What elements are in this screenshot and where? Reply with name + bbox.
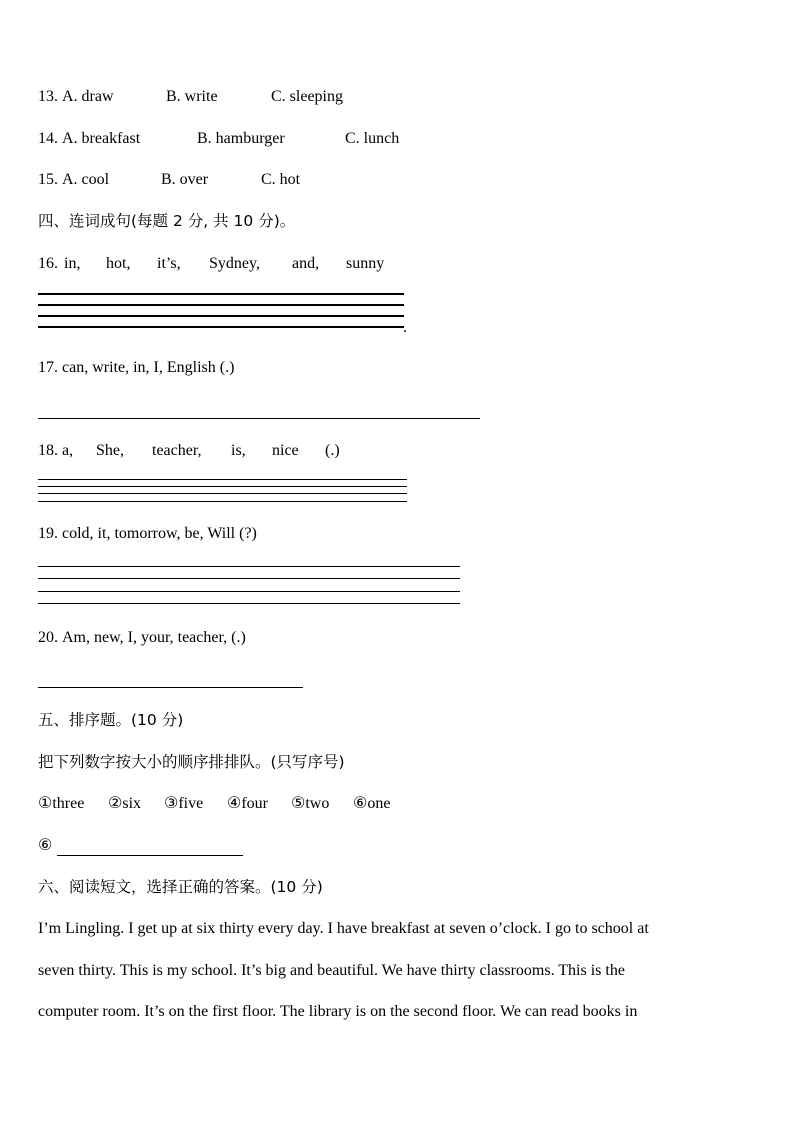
period: . — [403, 319, 407, 336]
option-c: C. sleeping — [271, 88, 343, 105]
question-number: 16. — [38, 255, 58, 272]
word: Sydney, — [209, 255, 260, 272]
answer-line[interactable] — [38, 293, 404, 295]
question-number: 17. — [38, 359, 58, 376]
answer-line[interactable] — [38, 315, 404, 317]
answer-line[interactable] — [38, 591, 460, 592]
option-b: B. over — [161, 171, 209, 188]
question-number: 13. — [38, 88, 58, 105]
answer-line[interactable] — [38, 566, 460, 567]
question-number: 19. — [38, 525, 58, 542]
passage-line: computer room. It’s on the first floor. The library is on the second floor. We can read books in — [38, 1003, 638, 1020]
word: a, — [62, 442, 74, 459]
word: (.) — [325, 442, 340, 459]
section-5-title: 五、排序题。(10 分) — [38, 711, 184, 729]
question-number: 18. — [38, 442, 58, 459]
section-4-title: 四、连词成句(每题 2 分, 共 10 分)。 — [38, 212, 296, 230]
answer-line[interactable] — [38, 479, 407, 480]
answer-line[interactable] — [38, 304, 404, 306]
answer-line[interactable] — [38, 493, 407, 494]
word: it’s, — [157, 255, 181, 272]
question-number: 14. — [38, 130, 58, 147]
passage-line: seven thirty. This is my school. It’s big and beautiful. We have thirty classrooms. This is the — [38, 962, 625, 979]
list-item: ⑤two — [291, 795, 330, 812]
list-item: ②six — [108, 795, 142, 812]
word: hot, — [106, 255, 131, 272]
answer-line[interactable] — [38, 501, 407, 502]
word: is, — [231, 442, 246, 459]
answer-line[interactable] — [38, 603, 460, 604]
word: in, — [64, 255, 81, 272]
answer-line[interactable] — [38, 687, 303, 688]
list-item: ③five — [164, 795, 204, 812]
section-6-title: 六、阅读短文，选择正确的答案。(10 分) — [38, 878, 323, 896]
word: teacher, — [152, 442, 202, 459]
option-a: A. cool — [62, 171, 110, 188]
option-c: C. hot — [261, 171, 301, 188]
question-words: Am, new, I, your, teacher, (.) — [62, 629, 246, 646]
answer-line[interactable] — [38, 486, 407, 487]
option-a: A. breakfast — [62, 130, 141, 147]
word: sunny — [346, 255, 385, 272]
word: nice — [272, 442, 299, 459]
answer-line[interactable] — [38, 578, 460, 579]
answer-prefix: ⑥ — [38, 837, 53, 854]
answer-line[interactable] — [38, 418, 480, 419]
list-item: ④four — [227, 795, 268, 812]
option-c: C. lunch — [345, 130, 400, 147]
question-number: 20. — [38, 629, 58, 646]
word: and, — [292, 255, 320, 272]
question-number: 15. — [38, 171, 58, 188]
option-b: B. hamburger — [197, 130, 285, 147]
option-a: A. draw — [62, 88, 114, 105]
passage-line: I’m Lingling. I get up at six thirty every day. I have breakfast at seven o’clock. I go to school at — [38, 920, 649, 937]
option-b: B. write — [166, 88, 218, 105]
answer-line[interactable] — [57, 855, 243, 856]
section-5-instruction: 把下列数字按大小的顺序排排队。(只写序号) — [38, 753, 345, 771]
word: She, — [96, 442, 124, 459]
question-words: can, write, in, I, English (.) — [62, 359, 235, 376]
list-item: ①three — [38, 795, 85, 812]
question-words: cold, it, tomorrow, be, Will (?) — [62, 525, 257, 542]
list-item: ⑥one — [353, 795, 391, 812]
answer-line[interactable] — [38, 326, 404, 328]
